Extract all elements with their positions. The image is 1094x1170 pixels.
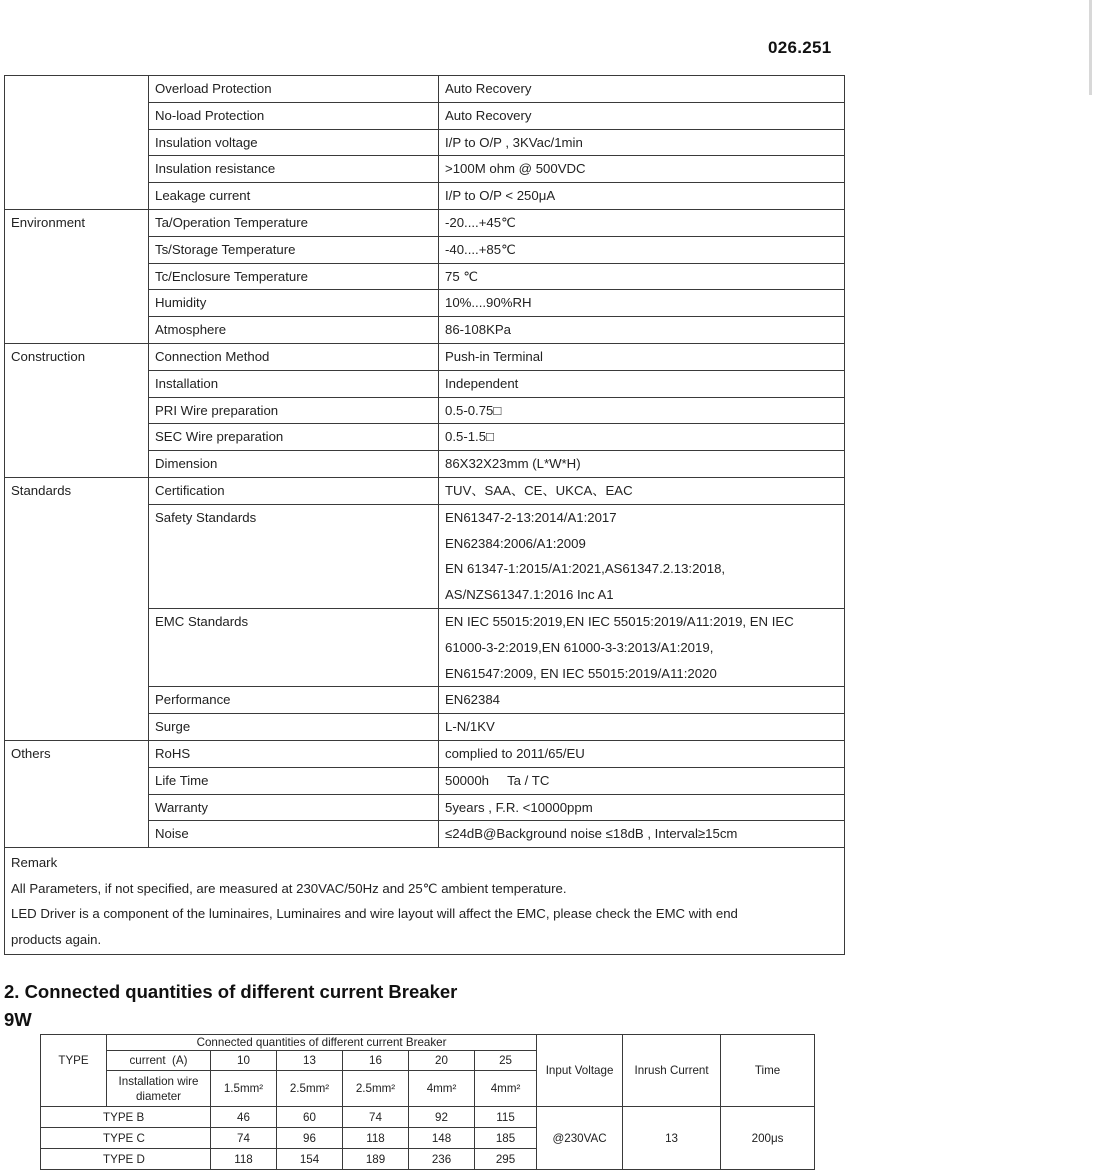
breaker-quantity: 74: [211, 1128, 277, 1149]
type-header-cell: [41, 1035, 107, 1051]
spec-row: [5, 477, 845, 504]
param-cell: Noise: [149, 821, 439, 848]
param-cell: Installation: [149, 370, 439, 397]
param-cell: Overload Protection: [149, 76, 439, 103]
current-value: 25: [475, 1051, 537, 1071]
param-cell: No-load Protection: [149, 102, 439, 129]
power-label: 9W: [4, 1009, 32, 1030]
group-label-standards: Standards: [5, 477, 149, 740]
value-cell: 0.5-1.5□: [439, 424, 845, 451]
section-heading: 2. Connected quantities of different current Breaker: [4, 981, 458, 1002]
value-cell: -20....+45℃: [439, 209, 845, 236]
spec-row: [5, 740, 845, 767]
param-cell: Performance: [149, 687, 439, 714]
current-label: current (A): [107, 1051, 211, 1071]
time-value: 200μs: [721, 1107, 815, 1170]
breaker-quantity: 60: [277, 1107, 343, 1128]
param-cell: Insulation resistance: [149, 156, 439, 183]
param-cell: Warranty: [149, 794, 439, 821]
input-voltage-header: Input Voltage: [537, 1035, 623, 1107]
value-cell: TUV、SAA、CE、UKCA、EAC: [439, 477, 845, 504]
remark-cell: [5, 848, 845, 955]
breaker-caption-row: [41, 1035, 815, 1051]
value-cell: Independent: [439, 370, 845, 397]
param-cell: Surge: [149, 714, 439, 741]
breaker-quantity: 92: [409, 1107, 475, 1128]
value-cell: 75 ℃: [439, 263, 845, 290]
safety-standard-line: EN61347-2-13:2014/A1:2017: [445, 509, 617, 525]
remark-text: All Parameters, if not specified, are measured at 230VAC/50Hz and 25℃ ambient temperature.: [11, 880, 567, 896]
value-cell: complied to 2011/65/EU: [439, 740, 845, 767]
emc-standard-line: EN61547:2009, EN IEC 55015:2019/A11:2020: [445, 665, 717, 681]
param-cell: EMC Standards: [149, 608, 439, 686]
emc-standard-line: 61000-3-2:2019,EN 61000-3-3:2013/A1:2019,: [445, 639, 714, 655]
param-cell: RoHS: [149, 740, 439, 767]
current-value: 20: [409, 1051, 475, 1071]
wire-value: 4mm²: [475, 1071, 537, 1107]
breaker-type: TYPE C: [41, 1128, 211, 1149]
breaker-quantity: 46: [211, 1107, 277, 1128]
time-header: Time: [721, 1035, 815, 1107]
current-value: 16: [343, 1051, 409, 1071]
param-cell: SEC Wire preparation: [149, 424, 439, 451]
param-cell: Tc/Enclosure Temperature: [149, 263, 439, 290]
wire-label-line: diameter: [135, 1089, 182, 1103]
breaker-table: [40, 1034, 815, 1170]
param-cell: Connection Method: [149, 343, 439, 370]
emc-standard-line: EN IEC 55015:2019,EN IEC 55015:2019/A11:2019, EN IEC: [445, 613, 794, 629]
param-cell: Dimension: [149, 451, 439, 478]
spec-row: [5, 76, 845, 103]
breaker-quantity: 185: [475, 1128, 537, 1149]
remark-title: Remark: [11, 855, 58, 871]
breaker-quantity: 96: [277, 1128, 343, 1149]
value-cell: >100M ohm @ 500VDC: [439, 156, 845, 183]
group-cell-protection: [5, 76, 149, 210]
param-cell: Atmosphere: [149, 317, 439, 344]
param-cell: Leakage current: [149, 183, 439, 210]
type-header-cell: [41, 1071, 107, 1107]
inrush-current-value: 13: [623, 1107, 721, 1170]
safety-standard-line: EN62384:2006/A1:2009: [445, 535, 586, 551]
value-cell: Auto Recovery: [439, 102, 845, 129]
value-cell: -40....+85℃: [439, 236, 845, 263]
value-cell: L-N/1KV: [439, 714, 845, 741]
group-label-environment: Environment: [5, 209, 149, 343]
breaker-type: TYPE D: [41, 1149, 211, 1170]
breaker-quantity: 189: [343, 1149, 409, 1170]
wire-value: 1.5mm²: [211, 1071, 277, 1107]
value-cell: 0.5-0.75□: [439, 397, 845, 424]
breaker-quantity: 118: [343, 1128, 409, 1149]
safety-standard-line: AS/NZS61347.1:2016 Inc A1: [445, 587, 614, 603]
breaker-type: TYPE B: [41, 1107, 211, 1128]
value-cell: Push-in Terminal: [439, 343, 845, 370]
wire-value: 4mm²: [409, 1071, 475, 1107]
breaker-quantity: 295: [475, 1149, 537, 1170]
value-cell: 5years , F.R. <10000ppm: [439, 794, 845, 821]
breaker-data-row: [41, 1107, 815, 1128]
current-value: 13: [277, 1051, 343, 1071]
param-cell: Life Time: [149, 767, 439, 794]
value-cell: 86-108KPa: [439, 317, 845, 344]
wire-label: [107, 1071, 211, 1107]
param-cell: Ta/Operation Temperature: [149, 209, 439, 236]
value-cell: 50000h Ta / TC: [439, 767, 845, 794]
specification-table: [4, 75, 845, 955]
remark-row: [5, 848, 845, 955]
param-cell: Certification: [149, 477, 439, 504]
value-cell: EN62384: [439, 687, 845, 714]
param-cell: Humidity: [149, 290, 439, 317]
wire-value: 2.5mm²: [343, 1071, 409, 1107]
param-cell: Safety Standards: [149, 504, 439, 608]
value-cell: 86X32X23mm (L*W*H): [439, 451, 845, 478]
group-label-others: Others: [5, 740, 149, 847]
type-label: TYPE: [41, 1051, 107, 1071]
breaker-quantity: 115: [475, 1107, 537, 1128]
value-cell: ≤24dB@Background noise ≤18dB , Interval≥15cm: [439, 821, 845, 848]
value-cell: I/P to O/P < 250μA: [439, 183, 845, 210]
group-label-construction: Construction: [5, 343, 149, 477]
wire-value: 2.5mm²: [277, 1071, 343, 1107]
remark-text: LED Driver is a component of the luminaires, Luminaires and wire layout will affect the EMC, please check the EMC with end: [11, 906, 738, 922]
breaker-quantity: 74: [343, 1107, 409, 1128]
breaker-caption: Connected quantities of different current Breaker: [107, 1035, 537, 1051]
remark-text: products again.: [11, 931, 102, 947]
value-cell-multiline: [439, 608, 845, 686]
safety-standard-line: EN 61347-1:2015/A1:2021,AS61347.2.13:2018,: [445, 561, 726, 577]
param-cell: PRI Wire preparation: [149, 397, 439, 424]
spec-row: [5, 209, 845, 236]
scrollbar[interactable]: [1089, 0, 1092, 95]
inrush-current-header: Inrush Current: [623, 1035, 721, 1107]
breaker-quantity: 154: [277, 1149, 343, 1170]
current-value: 10: [211, 1051, 277, 1071]
param-cell: Ts/Storage Temperature: [149, 236, 439, 263]
value-cell: Auto Recovery: [439, 76, 845, 103]
value-cell: 10%....90%RH: [439, 290, 845, 317]
breaker-quantity: 148: [409, 1128, 475, 1149]
document-number: 026.251: [768, 38, 832, 57]
input-voltage-value: @230VAC: [537, 1107, 623, 1170]
param-cell: Insulation voltage: [149, 129, 439, 156]
wire-label-line: Installation wire: [118, 1074, 199, 1088]
spec-row: [5, 343, 845, 370]
value-cell: I/P to O/P , 3KVac/1min: [439, 129, 845, 156]
breaker-quantity: 118: [211, 1149, 277, 1170]
value-cell-multiline: [439, 504, 845, 608]
breaker-quantity: 236: [409, 1149, 475, 1170]
